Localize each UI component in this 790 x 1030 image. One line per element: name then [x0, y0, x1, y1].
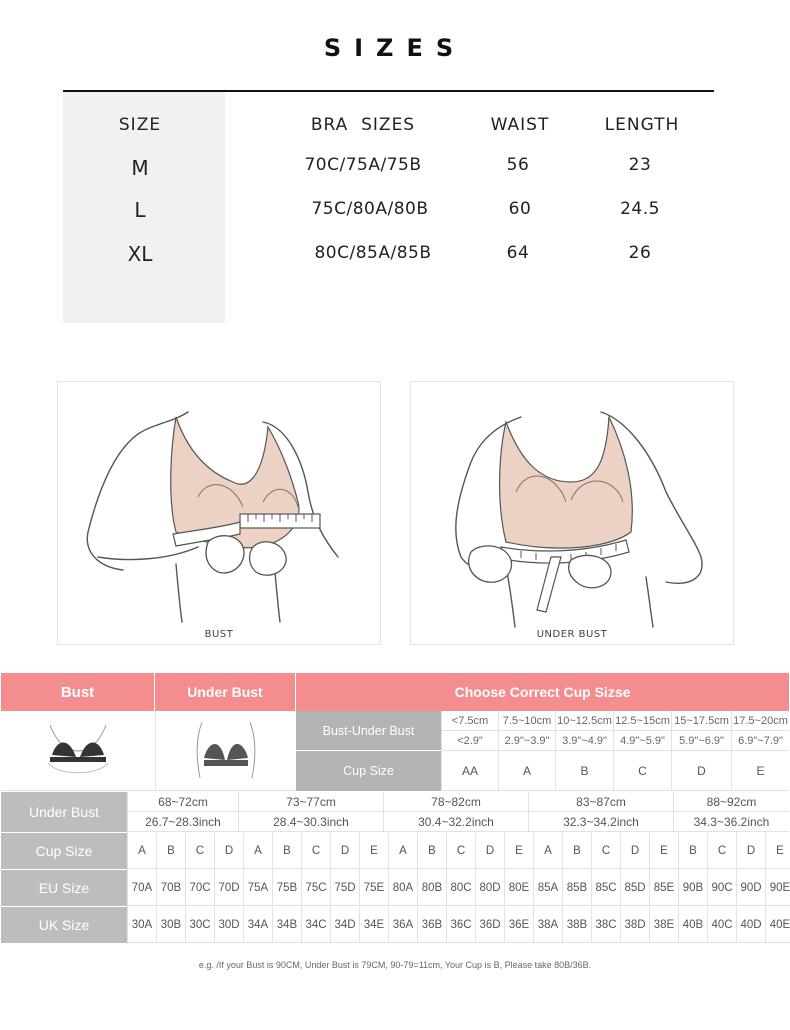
uk-size-cell: 30B	[156, 907, 185, 943]
uk-size-cell: 40C	[707, 907, 736, 943]
cup-size-cell: D	[214, 833, 243, 869]
uk-size-cell: 34D	[330, 907, 359, 943]
header-under-bust: Under Bust	[155, 673, 295, 711]
cup-letter: E	[731, 751, 789, 791]
range-inch: 6.9"~7.9"	[731, 731, 789, 751]
uk-size-cell: 38C	[591, 907, 620, 943]
range-inch: 3.9"~4.9"	[555, 731, 613, 751]
cup-letter: A	[498, 751, 555, 791]
row-label-under-bust: Under Bust	[1, 792, 127, 832]
size-table-header-length: LENGTH	[604, 115, 680, 135]
uk-size-cell: 38B	[562, 907, 591, 943]
under-bust-range-inch: 30.4~32.2inch	[383, 812, 528, 832]
uk-size-cell: 36D	[475, 907, 504, 943]
cup-letter: C	[613, 751, 671, 791]
uk-size-cell: 30A	[127, 907, 156, 943]
under-bust-range-inch: 32.3~34.2inch	[528, 812, 673, 832]
uk-size-cell: 34B	[272, 907, 301, 943]
eu-size-cell: 85C	[591, 870, 620, 906]
under-bust-range-cm: 73~77cm	[238, 792, 383, 812]
bust-measure-panel	[57, 381, 381, 645]
range-inch: 5.9"~6.9"	[671, 731, 731, 751]
uk-size-cell: 40E	[765, 907, 790, 943]
eu-size-cell: 80A	[388, 870, 417, 906]
bra-size-value: 70C/75A/75B	[304, 155, 422, 175]
size-table-header-waist: WAIST	[490, 115, 550, 135]
row-label-eu-size: EU Size	[1, 870, 127, 906]
uk-size-cell: 40D	[736, 907, 765, 943]
cup-size-cell: D	[330, 833, 359, 869]
range-cm: 12.5~15cm	[613, 711, 671, 731]
cup-size-cell: A	[533, 833, 562, 869]
cup-size-cell: A	[243, 833, 272, 869]
eu-size-cell: 80B	[417, 870, 446, 906]
uk-size-cell: 30C	[185, 907, 214, 943]
under-bust-range-cm: 68~72cm	[127, 792, 238, 812]
eu-size-cell: 75E	[359, 870, 388, 906]
eu-size-cell: 75A	[243, 870, 272, 906]
uk-size-cell: 34C	[301, 907, 330, 943]
bra-shape	[500, 417, 633, 548]
uk-size-cell: 38A	[533, 907, 562, 943]
bust-under-bust-label: Bust-Under Bust	[296, 711, 441, 750]
bra-icon	[186, 718, 266, 784]
eu-size-cell: 85D	[620, 870, 649, 906]
bra-size-value: 75C/80A/80B	[311, 199, 429, 219]
uk-size-cell: 38D	[620, 907, 649, 943]
page-title: SIZES	[323, 34, 467, 62]
under-bust-range-inch: 34.3~36.2inch	[673, 812, 789, 832]
cup-size-cell: C	[301, 833, 330, 869]
cup-size-cell: B	[417, 833, 446, 869]
cup-size-cell: E	[504, 833, 533, 869]
size-table-header-bra: BRA SIZES	[310, 115, 416, 135]
cup-size-cell: C	[591, 833, 620, 869]
uk-size-cell: 36C	[446, 907, 475, 943]
size-table-header-size: SIZE	[118, 115, 162, 135]
waist-value: 60	[508, 199, 532, 219]
eu-size-cell: 75B	[272, 870, 301, 906]
cup-size-chart	[1, 673, 789, 945]
range-inch: 2.9"~3.9"	[498, 731, 555, 751]
eu-size-cell: 90B	[678, 870, 707, 906]
cup-size-cell: D	[620, 833, 649, 869]
eu-size-cell: 85B	[562, 870, 591, 906]
eu-size-cell: 80E	[504, 870, 533, 906]
cup-size-cell: B	[272, 833, 301, 869]
size-label: XL	[127, 242, 153, 266]
eu-size-cell: 80C	[446, 870, 475, 906]
eu-size-cell: 90C	[707, 870, 736, 906]
under-bust-range-inch: 28.4~30.3inch	[238, 812, 383, 832]
cup-size-label: Cup Size	[296, 751, 441, 791]
range-inch: 4.9"~5.9"	[613, 731, 671, 751]
range-cm: <7.5cm	[441, 711, 498, 731]
eu-size-cell: 90E	[765, 870, 790, 906]
cup-size-cell: B	[562, 833, 591, 869]
range-cm: 17.5~20cm	[731, 711, 789, 731]
cup-letter: D	[671, 751, 731, 791]
cup-size-cell: B	[678, 833, 707, 869]
cup-size-cell: E	[649, 833, 678, 869]
row-label-cup-size: Cup Size	[1, 833, 127, 869]
uk-size-cell: 34E	[359, 907, 388, 943]
length-value: 23	[628, 155, 652, 175]
uk-size-cell: 38E	[649, 907, 678, 943]
size-label: L	[134, 198, 146, 222]
eu-size-cell: 90D	[736, 870, 765, 906]
cup-size-cell: D	[475, 833, 504, 869]
cup-letter: B	[555, 751, 613, 791]
uk-size-cell: 36B	[417, 907, 446, 943]
cup-size-cell: D	[736, 833, 765, 869]
eu-size-cell: 80D	[475, 870, 504, 906]
under-bust-bra-thumb	[155, 711, 296, 791]
range-cm: 15~17.5cm	[671, 711, 731, 731]
waist-value: 64	[506, 243, 530, 263]
length-value: 26	[628, 243, 652, 263]
eu-size-cell: 70A	[127, 870, 156, 906]
header-choose-cup: Choose Correct Cup Sizse	[296, 673, 789, 711]
under-bust-range-inch: 26.7~28.3inch	[127, 812, 238, 832]
eu-size-cell: 70B	[156, 870, 185, 906]
cup-size-cell: A	[388, 833, 417, 869]
under-bust-range-cm: 88~92cm	[673, 792, 789, 812]
eu-size-cell: 70D	[214, 870, 243, 906]
cup-size-cell: C	[185, 833, 214, 869]
bra-icon	[38, 721, 118, 781]
under-bust-label: UNDER BUST	[536, 629, 608, 640]
cup-size-cell: B	[156, 833, 185, 869]
under-bust-measure-panel	[410, 381, 734, 645]
range-cm: 10~12.5cm	[555, 711, 613, 731]
eu-size-cell: 75C	[301, 870, 330, 906]
bust-bra-thumb	[1, 711, 155, 791]
eu-size-cell: 75D	[330, 870, 359, 906]
eu-size-cell: 85A	[533, 870, 562, 906]
waist-value: 56	[506, 155, 530, 175]
length-value: 24.5	[620, 199, 660, 219]
uk-size-cell: 30D	[214, 907, 243, 943]
eu-size-cell: 85E	[649, 870, 678, 906]
cup-size-cell: E	[765, 833, 790, 869]
cup-letter: AA	[441, 751, 498, 791]
uk-size-cell: 40B	[678, 907, 707, 943]
uk-size-cell: 36E	[504, 907, 533, 943]
row-label-uk-size: UK Size	[1, 907, 127, 943]
bra-size-value: 80C/85A/85B	[314, 243, 432, 263]
under-bust-range-cm: 78~82cm	[383, 792, 528, 812]
size-label: M	[131, 156, 149, 180]
under-bust-measure-illustration	[411, 382, 733, 644]
eu-size-cell: 70C	[185, 870, 214, 906]
uk-size-cell: 34A	[243, 907, 272, 943]
example-note: e.g. /If your Bust is 90CM, Under Bust is 79CM, 90-79=11cm, Your Cup is B, Please take 80B/36B.	[198, 960, 592, 970]
cup-size-cell: C	[707, 833, 736, 869]
cup-size-cell: C	[446, 833, 475, 869]
bust-label: BUST	[204, 629, 234, 640]
under-bust-range-cm: 83~87cm	[528, 792, 673, 812]
uk-size-cell: 36A	[388, 907, 417, 943]
header-bust: Bust	[1, 673, 154, 711]
cup-size-cell: E	[359, 833, 388, 869]
bust-measure-illustration	[58, 382, 380, 644]
range-inch: <2.9"	[441, 731, 498, 751]
range-cm: 7.5~10cm	[498, 711, 555, 731]
cup-size-cell: A	[127, 833, 156, 869]
